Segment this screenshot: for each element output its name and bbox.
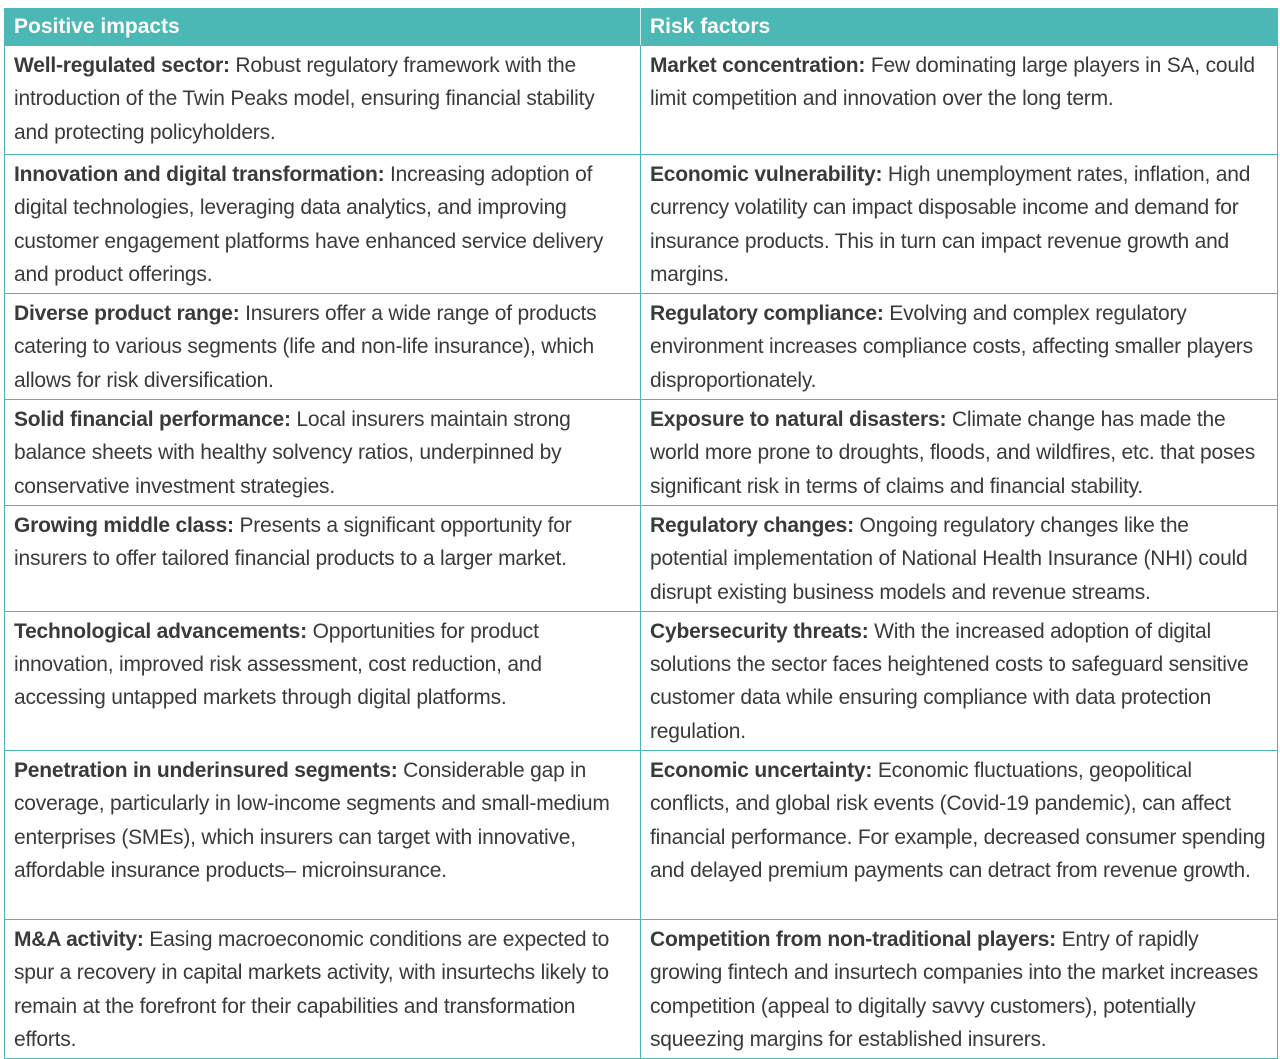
risk-text: High unemployment rates, inflation, and currency volatility can impact disposable income and demand for insurance products. This in turn can impact revenue growth and margins. [650, 163, 1251, 286]
positive-text: Presents a significant opportunity for insurers to offer tailored financial products to a larger market. [14, 513, 572, 571]
table-row [5, 294, 1278, 400]
table-header-row [5, 9, 1278, 46]
positive-cell [5, 46, 641, 155]
positive-cell [5, 155, 641, 294]
risk-text: Economic fluctuations, geopolitical conflicts, and global risk events (Covid-19 pandemic), can affect financial performance. For example, decreased consumer spending and delayed premium payments can detract from revenue growth. [650, 759, 1266, 882]
risk-cell [641, 751, 1278, 920]
table-row [5, 920, 1278, 1059]
risk-cell [641, 920, 1278, 1059]
table-row [5, 505, 1278, 611]
positive-cell [5, 751, 641, 920]
positive-cell [5, 505, 641, 611]
table-row [5, 46, 1278, 155]
table-row [5, 155, 1278, 294]
positive-title: Innovation and digital transformation: [14, 163, 385, 186]
risk-title: Exposure to natural disasters: [650, 408, 947, 432]
table-row [5, 611, 1278, 750]
risk-cell [641, 611, 1278, 750]
risk-cell [641, 294, 1278, 400]
impacts-risks-table [4, 8, 1278, 1059]
positive-text: Robust regulatory framework with the introduction of the Twin Peaks model, ensuring financial stability and protecting policyholders. [14, 54, 595, 144]
positive-cell [5, 400, 641, 506]
positive-text: Insurers offer a wide range of products catering to various segments (life and non-life insurance), which allows for risk diversification. [14, 302, 597, 392]
risk-text: Few dominating large players in SA, could limit competition and innovation over the long term. [650, 54, 1255, 111]
risk-cell [641, 505, 1278, 611]
positive-cell [5, 611, 641, 750]
table-row [5, 751, 1278, 920]
positive-title: Solid financial performance: [14, 408, 291, 432]
positive-title: Technological advancements: [14, 619, 307, 643]
positive-title: Well-regulated sector: [14, 54, 230, 77]
risk-text: Ongoing regulatory changes like the potential implementation of National Health Insurance (NHI) could disrupt existing business models and revenue streams. [650, 513, 1248, 604]
positive-text: Opportunities for product innovation, improved risk assessment, cost reduction, and accessing untapped markets through digital platforms. [14, 619, 542, 710]
header-risk-factors: Risk factors [641, 9, 1278, 46]
risk-cell [641, 46, 1278, 155]
positive-title: M&A activity: [14, 928, 144, 952]
positive-cell [5, 294, 641, 400]
positive-title: Diverse product range: [14, 302, 240, 326]
risk-title: Competition from non-traditional players: [650, 928, 1056, 952]
positive-title: Penetration in underinsured segments: [14, 759, 398, 783]
risk-text: Evolving and complex regulatory environment increases compliance costs, affecting smaller players disproportionately. [650, 302, 1253, 392]
risk-title: Economic uncertainty: [650, 759, 873, 783]
positive-text: Increasing adoption of digital technologies, leveraging data analytics, and improving customer engagement platforms have enhanced service delivery and product offerings. [14, 163, 604, 286]
risk-title: Market concentration: [650, 54, 866, 77]
risk-title: Regulatory compliance: [650, 302, 884, 326]
table-row [5, 400, 1278, 506]
risk-title: Regulatory changes: [650, 513, 854, 537]
positive-text: Considerable gap in coverage, particularly in low-income segments and small-medium enterprises (SMEs), which insurers can target with innovative, affordable insurance products– microinsurance. [14, 759, 610, 882]
risk-title: Economic vulnerability: [650, 163, 883, 186]
risk-title: Cybersecurity threats: [650, 619, 869, 643]
risk-cell [641, 155, 1278, 294]
header-positive-impacts: Positive impacts [5, 9, 641, 46]
positive-text: Local insurers maintain strong balance sheets with healthy solvency ratios, underpinned by conservative investment strategies. [14, 408, 571, 498]
risk-cell [641, 400, 1278, 506]
positive-cell [5, 920, 641, 1059]
risk-text: Entry of rapidly growing fintech and insurtech companies into the market increases competition (appeal to digitally savvy customers), potentially squeezing margins for established insurers. [650, 928, 1258, 1051]
risk-text: Climate change has made the world more prone to droughts, floods, and wildfires, etc. that poses significant risk in terms of claims and financial stability. [650, 408, 1256, 498]
positive-text: Easing macroeconomic conditions are expected to spur a recovery in capital markets activity, with insurtechs likely to remain at the forefront for their capabilities and transformation efforts. [14, 928, 610, 1051]
risk-text: With the increased adoption of digital solutions the sector faces heightened costs to safeguard sensitive customer data while ensuring compliance with data protection regulation. [650, 619, 1249, 743]
positive-title: Growing middle class: [14, 513, 234, 537]
